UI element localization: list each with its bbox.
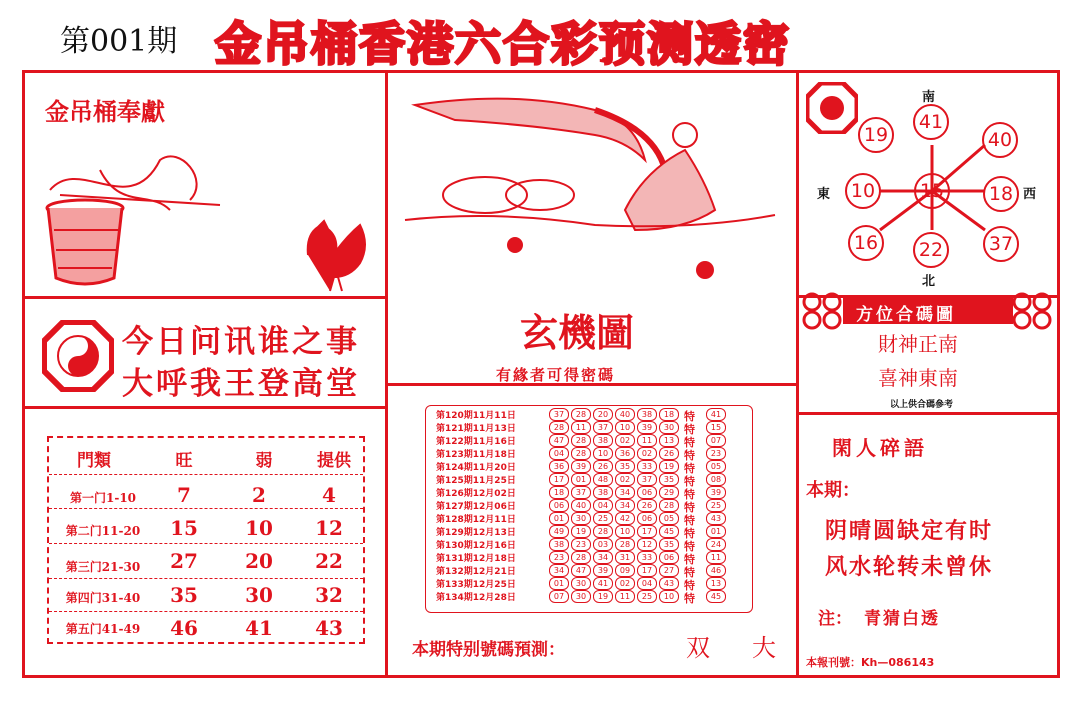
- history-ball: 11: [571, 421, 591, 434]
- history-row-label: 第133期12月25日: [436, 580, 516, 590]
- history-ball: 17: [637, 564, 657, 577]
- history-row: [436, 473, 752, 486]
- history-ball: 28: [571, 447, 591, 460]
- table-cell: 7: [177, 483, 191, 507]
- history-ball: 10: [659, 590, 679, 603]
- xianren-line-2: 风水轮转未曾休: [825, 555, 994, 580]
- history-row: [436, 460, 752, 473]
- special-ball: 39: [706, 486, 726, 499]
- history-ball: 03: [593, 538, 613, 551]
- history-ball: 02: [637, 447, 657, 460]
- yin-yang-icon: [42, 320, 114, 392]
- history-ball: 35: [659, 473, 679, 486]
- compass-number: 16: [848, 225, 884, 261]
- history-ball: 39: [593, 564, 613, 577]
- history-ball: 36: [549, 460, 569, 473]
- history-row-label: 第131期12月18日: [436, 554, 516, 564]
- history-ball: 05: [659, 512, 679, 525]
- prediction-value: 大: [752, 634, 776, 662]
- table-cell: 43: [315, 616, 343, 640]
- picture-caption: 有緣者可得密碼: [496, 366, 616, 384]
- direction-label: 南: [922, 90, 936, 105]
- compass-number: 22: [913, 232, 949, 268]
- compass-number: 41: [913, 104, 949, 140]
- history-ball: 06: [637, 486, 657, 499]
- special-ball: 13: [706, 577, 726, 590]
- history-ball: 35: [659, 538, 679, 551]
- special-marker: 特: [684, 410, 695, 423]
- special-marker: 特: [684, 566, 695, 579]
- divider: [798, 412, 1058, 415]
- special-marker: 特: [684, 527, 695, 540]
- history-ball: 31: [615, 551, 635, 564]
- table-header: 門類: [77, 451, 111, 471]
- history-row: [436, 512, 752, 525]
- history-ball: 28: [571, 551, 591, 564]
- history-ball: 10: [615, 525, 635, 538]
- table-cell: 32: [315, 583, 343, 607]
- special-ball: 07: [706, 434, 726, 447]
- compass-number: 18: [983, 176, 1019, 212]
- note-label: 注：: [818, 609, 852, 629]
- history-row-label: 第127期12月06日: [436, 502, 516, 512]
- history-ball: 12: [637, 538, 657, 551]
- history-ball: 26: [593, 460, 613, 473]
- compass-number: 37: [983, 226, 1019, 262]
- history-ball: 45: [659, 525, 679, 538]
- special-ball: 46: [706, 564, 726, 577]
- bucket-illustration: [40, 150, 230, 290]
- history-ball: 40: [615, 408, 635, 421]
- left-heading: 金吊桶奉獻: [45, 98, 165, 126]
- history-ball: 26: [637, 499, 657, 512]
- history-row-label: 第130期12月16日: [436, 541, 516, 551]
- special-ball: 41: [706, 408, 726, 421]
- history-ball: 28: [593, 525, 613, 538]
- prediction-label: 本期特别號碼預測：: [412, 640, 565, 660]
- history-ball: 23: [549, 551, 569, 564]
- table-cell: 4: [322, 483, 336, 507]
- history-ball: 34: [615, 486, 635, 499]
- history-row: [436, 421, 752, 434]
- history-ball: 47: [549, 434, 569, 447]
- picture-title: 玄機圖: [520, 310, 635, 355]
- table-row-label: 第三门21-30: [65, 560, 141, 574]
- history-ball: 28: [571, 434, 591, 447]
- history-ball: 19: [659, 460, 679, 473]
- history-ball: 38: [593, 486, 613, 499]
- history-ball: 30: [659, 421, 679, 434]
- history-row: [436, 538, 752, 551]
- direction-label: 西: [1023, 187, 1037, 202]
- history-ball: 28: [615, 538, 635, 551]
- fangwei-line-1: 財神正南: [878, 332, 958, 356]
- history-ball: 36: [615, 447, 635, 460]
- special-marker: 特: [684, 501, 695, 514]
- history-ball: 11: [637, 434, 657, 447]
- direction-label: 東: [817, 187, 831, 202]
- special-marker: 特: [684, 423, 695, 436]
- history-ball: 38: [637, 408, 657, 421]
- fangwei-note: 以上供合碼參考: [890, 400, 954, 410]
- special-marker: 特: [684, 514, 695, 527]
- special-marker: 特: [684, 475, 695, 488]
- verse-line-2: 大呼我王登高堂: [122, 366, 360, 402]
- table-cell: 35: [170, 583, 198, 607]
- history-row-label: 第132期12月21日: [436, 567, 516, 577]
- table-cell: 30: [245, 583, 273, 607]
- history-row-label: 第123期11月18日: [436, 450, 516, 460]
- door-table: [47, 436, 365, 644]
- table-row-label: 第二门11-20: [65, 524, 141, 538]
- history-ball: 18: [659, 408, 679, 421]
- history-ball: 04: [593, 499, 613, 512]
- compass-number: 40: [982, 122, 1018, 158]
- prediction-value: 双: [686, 634, 710, 662]
- history-ball: 34: [549, 564, 569, 577]
- history-ball: 20: [593, 408, 613, 421]
- history-ball: 01: [549, 577, 569, 590]
- history-ball: 19: [571, 525, 591, 538]
- history-ball: 02: [615, 434, 635, 447]
- history-row: [436, 551, 752, 564]
- history-ball: 35: [615, 460, 635, 473]
- table-row-label: 第一门1-10: [69, 491, 137, 505]
- special-ball: 24: [706, 538, 726, 551]
- history-ball: 25: [637, 590, 657, 603]
- table-cell: 22: [315, 549, 343, 573]
- history-row: [436, 564, 752, 577]
- divider: [24, 296, 386, 299]
- cloud-ornament-right: [1012, 292, 1056, 330]
- history-ball: 02: [615, 473, 635, 486]
- history-ball: 37: [571, 486, 591, 499]
- cloud-ornament-left: [802, 292, 846, 330]
- table-cell: 27: [170, 549, 198, 573]
- table-cell: 12: [315, 516, 343, 540]
- table-row-label: 第五门41-49: [65, 622, 141, 636]
- history-ball: 09: [615, 564, 635, 577]
- special-marker: 特: [684, 592, 695, 605]
- divider: [24, 406, 386, 409]
- history-ball: 49: [549, 525, 569, 538]
- history-ball: 27: [659, 564, 679, 577]
- special-ball: 23: [706, 447, 726, 460]
- special-marker: 特: [684, 579, 695, 592]
- special-marker: 特: [684, 488, 695, 501]
- history-ball: 23: [571, 538, 591, 551]
- history-ball: 04: [637, 577, 657, 590]
- special-ball: 15: [706, 421, 726, 434]
- fangwei-title: 方位合碼圖: [856, 305, 956, 325]
- current-label: 本期：: [806, 480, 860, 501]
- history-ball: 26: [659, 447, 679, 460]
- history-row-label: 第134期12月28日: [436, 593, 516, 603]
- history-ball: 41: [593, 577, 613, 590]
- history-ball: 04: [549, 447, 569, 460]
- special-ball: 45: [706, 590, 726, 603]
- history-ball: 11: [615, 590, 635, 603]
- history-ball: 37: [637, 473, 657, 486]
- table-cell: 15: [170, 516, 198, 540]
- history-ball: 39: [571, 460, 591, 473]
- history-ball: 17: [549, 473, 569, 486]
- history-ball: 06: [549, 499, 569, 512]
- history-ball: 38: [549, 538, 569, 551]
- history-row: [436, 447, 752, 460]
- history-row: [436, 525, 752, 538]
- history-row-label: 第120期11月11日: [436, 411, 516, 421]
- history-ball: 47: [571, 564, 591, 577]
- history-row: [436, 486, 752, 499]
- history-ball: 13: [659, 434, 679, 447]
- history-row: [436, 434, 752, 447]
- mystery-picture: [395, 80, 785, 290]
- xianren-line-1: 阴晴圆缺定有时: [825, 519, 994, 544]
- special-marker: 特: [684, 540, 695, 553]
- history-ball: 43: [659, 577, 679, 590]
- table-header: 旺: [175, 451, 193, 471]
- history-row-label: 第121期11月13日: [436, 424, 516, 434]
- special-marker: 特: [684, 449, 695, 462]
- history-ball: 10: [593, 447, 613, 460]
- history-ball: 01: [549, 512, 569, 525]
- table-row-label: 第四门31-40: [65, 591, 141, 605]
- history-ball: 07: [549, 590, 569, 603]
- divider: [796, 72, 799, 676]
- table-cell: 10: [245, 516, 273, 540]
- divider: [385, 72, 388, 676]
- table-header: 提供: [317, 451, 351, 471]
- history-row-label: 第126期12月02日: [436, 489, 516, 499]
- verse-line-1: 今日问讯谁之事: [122, 324, 360, 360]
- xianren-title: 閑人碎語: [832, 436, 928, 460]
- special-ball: 43: [706, 512, 726, 525]
- table-cell: 20: [245, 549, 273, 573]
- history-ball: 38: [593, 434, 613, 447]
- history-row: [436, 499, 752, 512]
- history-ball: 17: [637, 525, 657, 538]
- special-ball: 01: [706, 525, 726, 538]
- history-ball: 28: [571, 408, 591, 421]
- history-ball: 33: [637, 460, 657, 473]
- note-value: 青猜白透: [864, 609, 940, 629]
- history-row-label: 第129期12月13日: [436, 528, 516, 538]
- special-ball: 08: [706, 473, 726, 486]
- fangwei-line-2: 喜神東南: [878, 366, 958, 390]
- special-ball: 11: [706, 551, 726, 564]
- page-title: 金吊桶香港六合彩预测透密: [215, 17, 791, 71]
- history-ball: 40: [571, 499, 591, 512]
- history-ball: 39: [637, 421, 657, 434]
- table-cell: 41: [245, 616, 273, 640]
- history-row: [436, 577, 752, 590]
- print-number: 本報刊號：Kh—086143: [806, 656, 935, 669]
- history-ball: 34: [615, 499, 635, 512]
- history-ball: 33: [637, 551, 657, 564]
- history-ball: 01: [571, 473, 591, 486]
- compass-number: 15: [914, 173, 950, 209]
- history-ball: 28: [659, 499, 679, 512]
- history-ball: 34: [593, 551, 613, 564]
- history-row-label: 第128期12月11日: [436, 515, 516, 525]
- history-ball: 37: [549, 408, 569, 421]
- table-cell: 46: [170, 616, 198, 640]
- special-ball: 05: [706, 460, 726, 473]
- history-row: [436, 590, 752, 603]
- history-ball: 30: [571, 590, 591, 603]
- special-marker: 特: [684, 436, 695, 449]
- history-ball: 02: [615, 577, 635, 590]
- history-ball: 42: [615, 512, 635, 525]
- history-ball: 25: [593, 512, 613, 525]
- history-ball: 48: [593, 473, 613, 486]
- history-ball: 30: [571, 577, 591, 590]
- special-marker: 特: [684, 462, 695, 475]
- rooster-icon: [298, 215, 370, 293]
- history-ball: 18: [549, 486, 569, 499]
- history-ball: 10: [615, 421, 635, 434]
- history-row: [436, 408, 752, 421]
- compass-number: 10: [845, 173, 881, 209]
- history-ball: 06: [637, 512, 657, 525]
- history-ball: 19: [593, 590, 613, 603]
- table-header: 弱: [255, 451, 273, 471]
- history-ball: 28: [549, 421, 569, 434]
- history-ball: 30: [571, 512, 591, 525]
- direction-label: 北: [922, 274, 936, 289]
- history-ball: 06: [659, 551, 679, 564]
- issue-number: 第001期: [60, 24, 178, 59]
- history-row-label: 第125期11月25日: [436, 476, 516, 486]
- table-cell: 2: [252, 483, 266, 507]
- history-row-label: 第124期11月20日: [436, 463, 516, 473]
- special-marker: 特: [684, 553, 695, 566]
- history-ball: 37: [593, 421, 613, 434]
- compass-number: 19: [858, 117, 894, 153]
- history-ball: 29: [659, 486, 679, 499]
- special-ball: 25: [706, 499, 726, 512]
- history-row-label: 第122期11月16日: [436, 437, 516, 447]
